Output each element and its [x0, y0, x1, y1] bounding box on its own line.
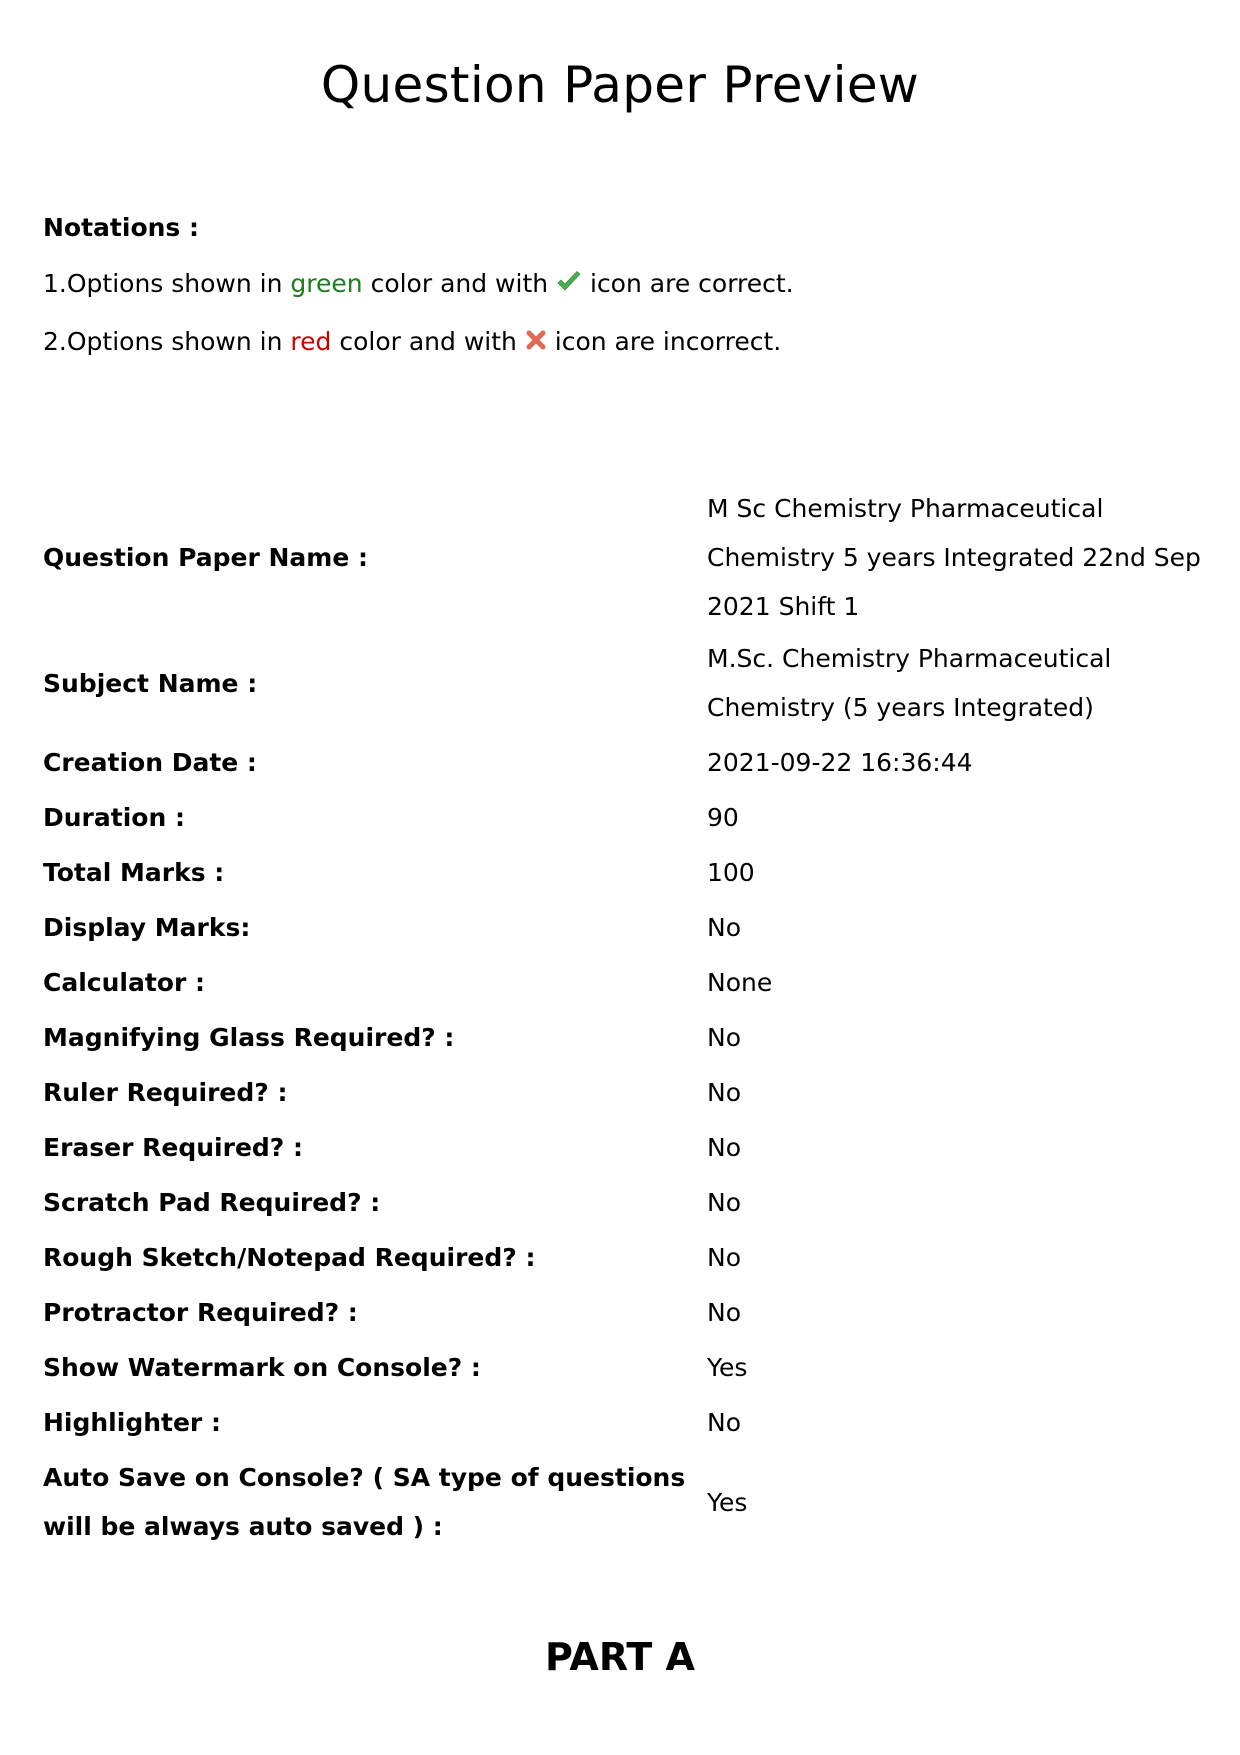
- detail-label: Scratch Pad Required? :: [43, 1188, 381, 1217]
- detail-row: [43, 1450, 1213, 1554]
- detail-row: [43, 735, 1213, 790]
- notation-correct-prefix: 1.Options shown in: [43, 269, 291, 298]
- detail-row: [43, 1175, 1213, 1230]
- detail-label: Highlighter :: [43, 1408, 221, 1437]
- detail-row: [43, 1120, 1213, 1175]
- detail-label: Question Paper Name :: [43, 543, 368, 572]
- detail-value: No: [707, 1023, 741, 1052]
- detail-row: [43, 631, 1213, 735]
- detail-value: None: [707, 968, 773, 997]
- detail-value: 2021-09-22 16:36:44: [707, 748, 973, 777]
- detail-label: Subject Name :: [43, 668, 258, 698]
- notation-correct-suffix: icon are correct.: [582, 269, 794, 298]
- page-title: Question Paper Preview: [320, 56, 920, 114]
- detail-label: Auto Save on Console? ( SA type of questions will be always auto saved ) :: [43, 1463, 686, 1541]
- detail-label: Protractor Required? :: [43, 1298, 358, 1327]
- detail-row: [43, 1230, 1213, 1285]
- paper-details-table: [43, 484, 1213, 1554]
- notation-incorrect-color-word: red: [290, 327, 332, 356]
- detail-row: [43, 1340, 1213, 1395]
- detail-value: No: [707, 1243, 741, 1272]
- detail-value: No: [707, 913, 741, 942]
- detail-value: M.Sc. Chemistry Pharmaceutical Chemistry (5 years Integrated): [707, 644, 1112, 722]
- detail-row: [43, 955, 1213, 1010]
- detail-label: Magnifying Glass Required? :: [43, 1023, 455, 1052]
- notation-correct-color-word: green: [290, 269, 363, 298]
- notation-correct: [43, 256, 794, 314]
- detail-label: Calculator :: [43, 968, 205, 997]
- notation-correct-middle: color and with: [362, 269, 557, 298]
- detail-label: Eraser Required? :: [43, 1133, 303, 1162]
- detail-row: [43, 1285, 1213, 1340]
- notations-section: [43, 200, 794, 372]
- cross-icon: [525, 316, 547, 372]
- detail-value: M Sc Chemistry Pharmaceutical Chemistry 5 years Integrated 22nd Sep 2021 Shift 1: [707, 494, 1201, 621]
- detail-value: 100: [707, 858, 755, 887]
- detail-row: [43, 484, 1213, 631]
- detail-value: No: [707, 1188, 741, 1217]
- part-heading: PART A: [545, 1635, 695, 1679]
- detail-label: Duration :: [43, 803, 185, 832]
- detail-row: [43, 1065, 1213, 1120]
- detail-label: Creation Date :: [43, 748, 257, 777]
- notation-incorrect-middle: color and with: [331, 327, 525, 356]
- notation-incorrect-prefix: 2.Options shown in: [43, 327, 291, 356]
- detail-row: [43, 900, 1213, 955]
- detail-row: [43, 845, 1213, 900]
- notation-incorrect: [43, 314, 794, 372]
- detail-row: [43, 1395, 1213, 1450]
- notation-incorrect-suffix: icon are incorrect.: [546, 327, 782, 356]
- check-icon: [556, 258, 582, 314]
- detail-label: Total Marks :: [43, 858, 225, 887]
- detail-label: Show Watermark on Console? :: [43, 1353, 481, 1382]
- detail-value: Yes: [707, 1353, 748, 1382]
- detail-label: Display Marks:: [43, 913, 251, 942]
- detail-value: 90: [707, 803, 739, 832]
- detail-value: No: [707, 1078, 741, 1107]
- detail-label: Ruler Required? :: [43, 1078, 288, 1107]
- detail-row: [43, 1010, 1213, 1065]
- detail-row: [43, 790, 1213, 845]
- detail-label: Rough Sketch/Notepad Required? :: [43, 1243, 536, 1272]
- detail-value: No: [707, 1133, 741, 1162]
- detail-value: No: [707, 1408, 741, 1437]
- detail-value: No: [707, 1298, 741, 1327]
- notations-heading: Notations :: [43, 213, 199, 242]
- detail-value: Yes: [707, 1487, 748, 1517]
